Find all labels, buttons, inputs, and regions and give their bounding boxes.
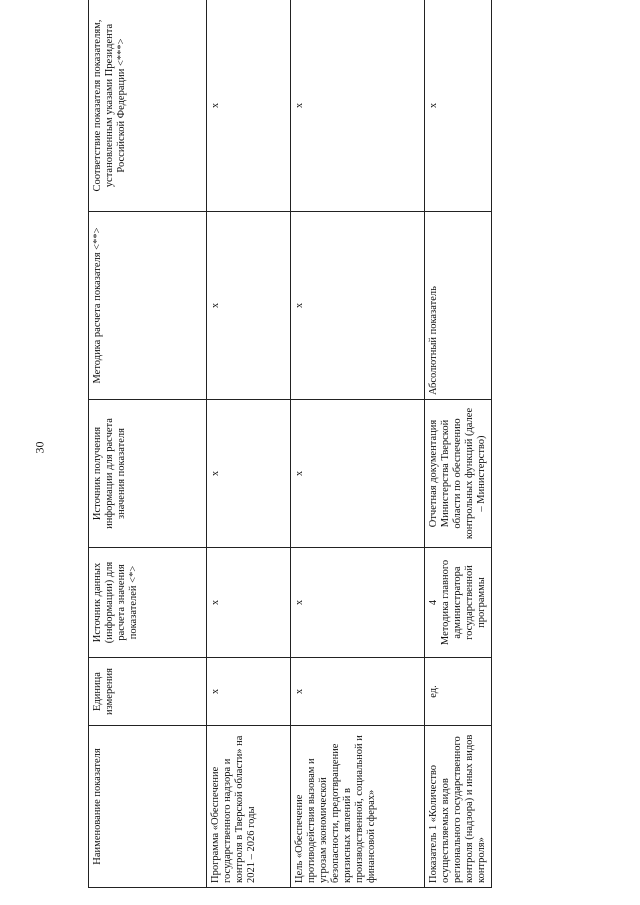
cell-unit: х [207,658,291,726]
header-data-source: Источник данных (информации) для расчета значения показателей <*> [89,548,207,658]
cell-data-source: х [207,548,291,658]
cell-data-source [425,548,492,658]
cell-unit: ед. [425,658,492,726]
cell-calc-method: Абсолютный показатель [425,212,492,400]
cell-info-source: х [207,400,291,548]
header-unit: Единица измерения [89,658,207,726]
cell-info-source: Отчетная документация Министерства Тверской области по обеспечению контрольных функций (далее – Министерство) [425,400,492,548]
cell-indicator-name: Показатель 1 «Количество осуществляемых видов регионального государственного контроля (надзора) и иных видов контроля» [425,726,492,888]
cell-indicator-name: Цель «Обеспечение противодействия вызовам и угрозам экономической безопасности, предотвращение кризисных явлений в производственной, социальной и финансовой сферах» [291,726,425,888]
header-presidential-match: Соответствие показателя показателям, установленным указами Президента Российской Федерации <***> [89,0,207,212]
table-row [207,0,291,888]
cell-data-source-text: Методика главного администратора государственной программы [440,559,488,646]
cell-info-source: х [291,400,425,548]
cell-presidential-match: х [425,0,492,212]
cell-data-source: х [291,548,425,658]
table-header-row [89,0,207,888]
table-row [291,0,425,888]
header-calc-method: Методика расчета показателя <**> [89,212,207,400]
header-info-source: Источник получения информации для расчета значения показателя [89,400,207,548]
header-indicator-name: Наименование показателя [89,726,207,888]
cell-calc-method: х [291,212,425,400]
cell-unit: х [291,658,425,726]
cell-indicator-name: Программа «Обеспечение государственного надзора и контроля в Тверской области» на 2021 – 2026 годы [207,726,291,888]
cell-presidential-match: х [207,0,291,212]
cell-presidential-match: х [291,0,425,212]
table-row [425,0,492,888]
cell-calc-method: х [207,212,291,400]
cell-data-source-number: 4 [428,599,439,606]
indicator-table [88,0,492,888]
page-number: 30 [32,441,47,454]
indicator-table-container [88,0,488,888]
